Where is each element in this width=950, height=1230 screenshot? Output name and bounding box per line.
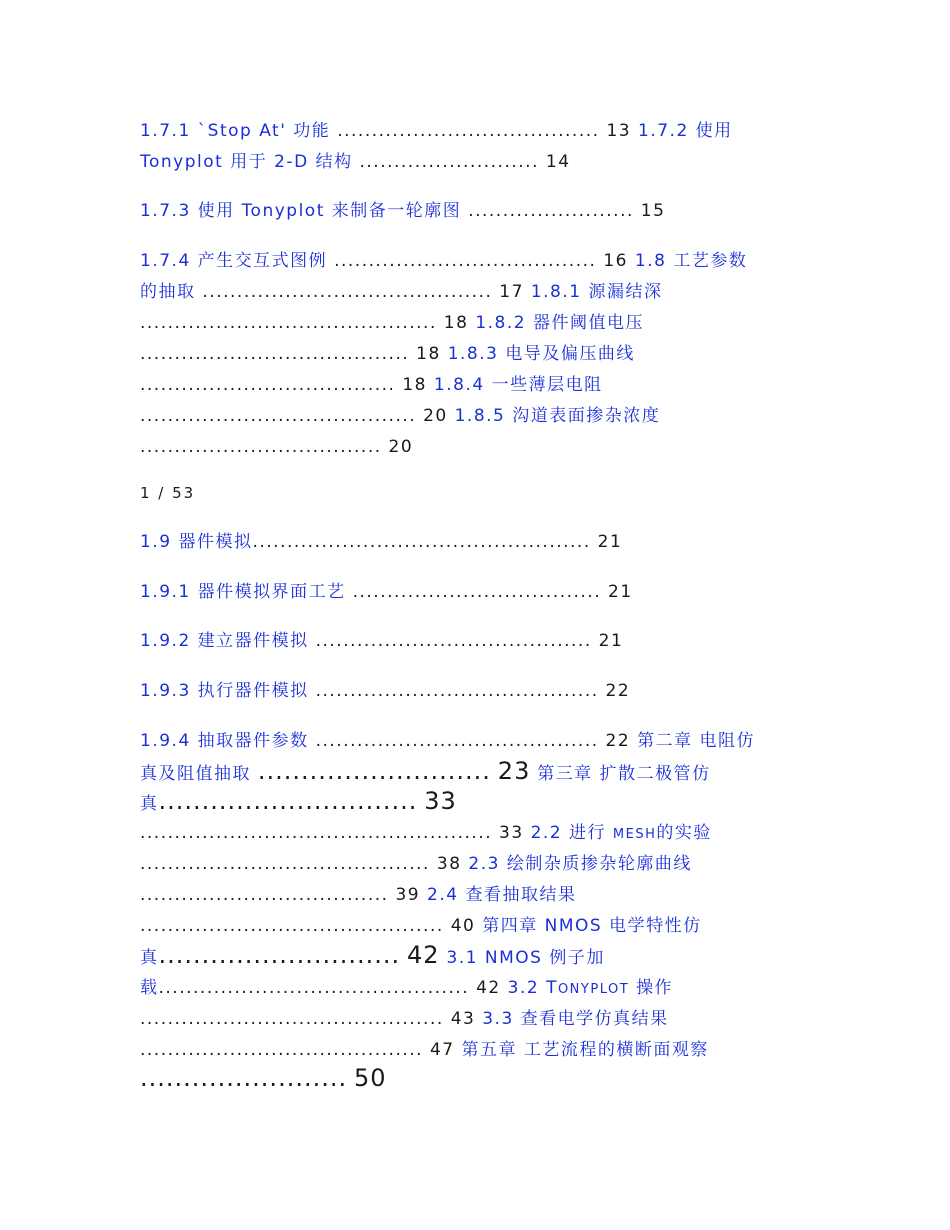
toc-line <box>140 976 673 1002</box>
toc-line <box>140 789 457 816</box>
toc-page-number: 47 <box>429 1040 455 1060</box>
toc-link-3-1-cont[interactable]: 载 <box>140 978 159 998</box>
toc-link-1-7-1[interactable]: 1.7.1 `Stop At' 功能 <box>140 121 331 141</box>
toc-line <box>140 373 603 397</box>
toc-page-number: 14 <box>545 152 571 172</box>
toc-link-3-2[interactable]: 3.2 TONYPLOT 操作 <box>507 978 674 998</box>
toc-page-number: 18 <box>416 344 441 364</box>
toc-link-chapter-4-cont[interactable]: 真 <box>140 948 159 968</box>
toc-link-1-7-2[interactable]: 1.7.2 使用 <box>638 121 733 141</box>
toc-link-1-9-3[interactable]: 1.9.3 执行器件模拟 <box>140 681 309 701</box>
toc-link-1-7-3[interactable]: 1.7.3 使用 Tonyplot 来制备一轮廓图 <box>140 201 462 221</box>
toc-page-number: 17 <box>499 282 524 302</box>
toc-link-chapter-3[interactable]: 第三章 扩散二极管仿 <box>537 764 711 784</box>
toc-link-1-8-1[interactable]: 1.8.1 源漏结深 <box>530 282 663 302</box>
toc-page-number: 43 <box>450 1009 476 1029</box>
toc-dots: ................................... <box>140 437 382 457</box>
toc-dots: ......................................... <box>315 681 599 701</box>
toc-page-number: 18 <box>402 375 427 395</box>
toc-dots: ..................................... <box>140 375 396 395</box>
toc-link-1-9-2[interactable]: 1.9.2 建立器件模拟 <box>140 631 309 651</box>
toc-line <box>140 280 663 304</box>
toc-page-number: 42 <box>407 941 440 969</box>
toc-line <box>140 404 660 428</box>
toc-link-1-8-4[interactable]: 1.8.4 一些薄层电阻 <box>433 375 603 395</box>
toc-dots: ............................ <box>158 941 401 969</box>
toc-link-1-8[interactable]: 1.8 工艺参数 <box>634 251 748 271</box>
toc-line <box>140 883 576 907</box>
toc-dots: ................................................... <box>140 823 493 843</box>
toc-page-number: 23 <box>497 757 531 785</box>
toc-link-1-7-4[interactable]: 1.7.4 产生交互式图例 <box>140 251 328 271</box>
toc-line <box>140 342 635 366</box>
toc-line <box>140 679 630 703</box>
toc-link-1-8-cont[interactable]: 的抽取 <box>140 282 196 302</box>
toc-link-chapter-5[interactable]: 第五章 工艺流程的横断面观察 <box>461 1040 709 1060</box>
toc-page-number: 40 <box>450 916 476 936</box>
toc-page-number: 22 <box>605 681 631 701</box>
toc-dots: ............................................ <box>140 916 444 936</box>
toc-line <box>140 249 747 273</box>
toc-dots: ........................................ <box>315 631 592 651</box>
toc-line <box>140 1007 669 1031</box>
toc-line <box>140 580 633 604</box>
toc-page-number: 42 <box>476 978 501 998</box>
toc-link-2-4[interactable]: 2.4 查看抽取结果 <box>427 885 577 905</box>
page-indicator: 1 / 53 <box>140 484 196 502</box>
toc-dots: .......................... <box>359 152 539 172</box>
toc-dots: ....................................... <box>140 344 410 364</box>
toc-dots: ................................................. <box>252 532 591 552</box>
toc-dots: .................................... <box>352 582 602 602</box>
toc-line <box>140 311 644 335</box>
toc-page-number: 38 <box>436 854 462 874</box>
toc-dots: .......................................... <box>202 282 493 302</box>
toc-link-1-9-1[interactable]: 1.9.1 器件模拟界面工艺 <box>140 582 346 602</box>
toc-page-number: 13 <box>606 121 632 141</box>
toc-dots: ........................................... <box>140 313 437 333</box>
toc-page-number: 21 <box>597 532 623 552</box>
toc-link-2-2[interactable]: 2.2 进行 MESH的实验 <box>530 823 712 843</box>
toc-link-1-8-2[interactable]: 1.8.2 器件阈值电压 <box>475 313 644 333</box>
toc-link-1-8-5[interactable]: 1.8.5 沟道表面掺杂浓度 <box>454 406 661 426</box>
toc-link-1-8-3[interactable]: 1.8.3 电导及偏压曲线 <box>447 344 635 364</box>
toc-link-chapter-2[interactable]: 第二章 电阻仿 <box>637 731 755 751</box>
toc-line <box>140 759 711 786</box>
toc-page-number: 39 <box>395 885 421 905</box>
toc-link-1-7-2-cont[interactable]: Tonyplot 用于 2-D 结构 <box>140 152 353 172</box>
toc-line <box>140 943 605 970</box>
toc-dots: ...................................... <box>337 121 600 141</box>
toc-link-chapter-2-cont[interactable]: 真及阻值抽取 <box>140 764 251 784</box>
toc-line <box>140 852 692 876</box>
toc-dots: ............................................ <box>140 1009 444 1029</box>
toc-line <box>140 435 413 459</box>
toc-dots: ........................ <box>140 1064 348 1092</box>
toc-line <box>140 199 665 223</box>
toc-dots: .......................................... <box>140 854 430 874</box>
toc-link-2-3[interactable]: 2.3 绘制杂质掺杂轮廓曲线 <box>468 854 692 874</box>
toc-link-1-9-4[interactable]: 1.9.4 抽取器件参数 <box>140 731 309 751</box>
toc-line <box>140 1038 709 1062</box>
toc-line <box>140 821 712 847</box>
toc-page-number: 21 <box>598 631 624 651</box>
toc-line <box>140 729 755 753</box>
toc-dots: ........................... <box>257 757 491 785</box>
toc-link-chapter-3-cont[interactable]: 真 <box>140 794 159 814</box>
toc-page-number: 15 <box>640 201 666 221</box>
toc-dots: ............................................. <box>158 978 470 998</box>
toc-dots: .............................. <box>158 787 418 815</box>
toc-link-chapter-4[interactable]: 第四章 NMOS 电学特性仿 <box>482 916 702 936</box>
toc-dots: .................................... <box>140 885 389 905</box>
toc-page-number: 33 <box>424 787 457 815</box>
toc-link-3-1[interactable]: 3.1 NMOS 例子加 <box>446 948 605 968</box>
toc-line <box>140 1066 387 1093</box>
toc-page-number: 20 <box>388 437 414 457</box>
toc-dots: ...................................... <box>334 251 597 271</box>
toc-dots: ........................................ <box>140 406 417 426</box>
toc-page-number: 33 <box>499 823 524 843</box>
toc-line <box>140 150 571 174</box>
toc-link-1-9[interactable]: 1.9 器件模拟 <box>140 532 253 552</box>
toc-page-number: 18 <box>443 313 469 333</box>
toc-line <box>140 914 702 938</box>
toc-dots: ......................................... <box>315 731 599 751</box>
toc-page-number: 20 <box>423 406 448 426</box>
toc-dots: ........................ <box>468 201 634 221</box>
toc-dots: ......................................... <box>140 1040 424 1060</box>
toc-line <box>140 629 623 653</box>
toc-line <box>140 530 622 554</box>
toc-page-number: 50 <box>354 1064 387 1092</box>
toc-line <box>140 119 733 143</box>
toc-page-number: 21 <box>608 582 633 602</box>
toc-page-number: 16 <box>603 251 628 271</box>
toc-link-3-3[interactable]: 3.3 查看电学仿真结果 <box>482 1009 669 1029</box>
toc-page-number: 22 <box>605 731 631 751</box>
